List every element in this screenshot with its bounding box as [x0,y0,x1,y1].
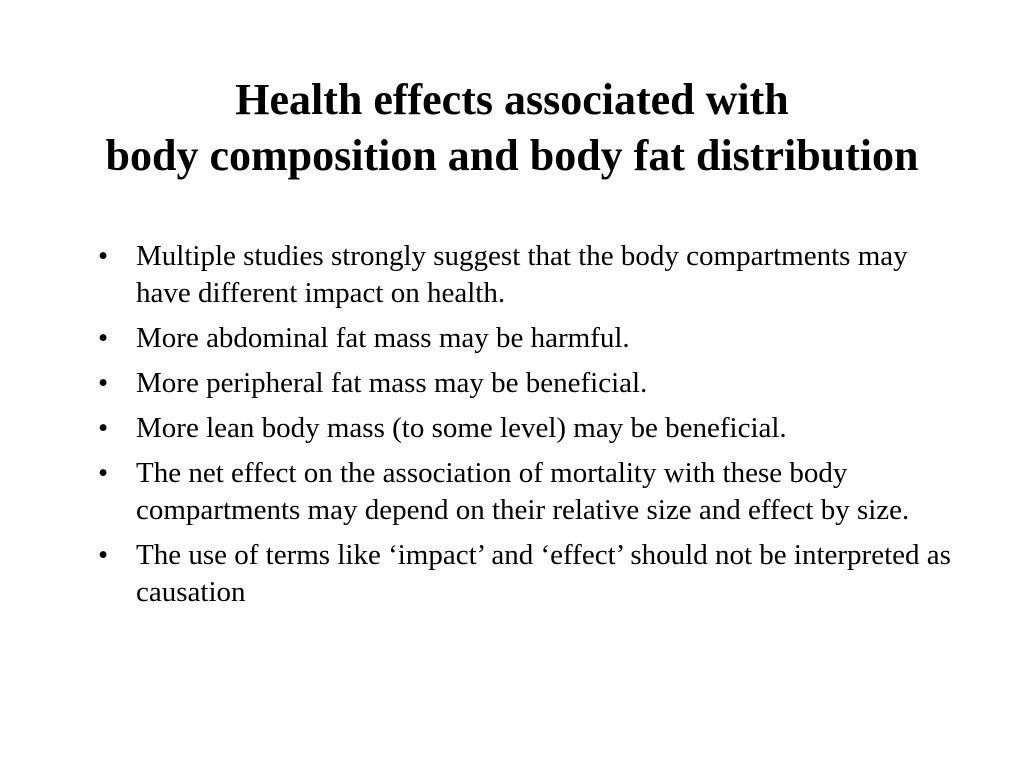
bullet-text: More abdominal fat mass may be harmful. [136,322,630,354]
bullet-text: Multiple studies strongly suggest that the body compartments may have different impact on health. [136,240,908,309]
bullet-icon: • [98,412,109,444]
slide-title [0,72,1024,184]
bullet-icon: • [98,457,109,489]
bullet-text: The net effect on the association of mortality with these body compartments may depend on their relative size and effect by size. [136,457,910,526]
bullet-text: The use of terms like ‘impact’ and ‘effect’ should not be interpreted as causation [136,539,951,608]
bullet-item-6 [98,537,958,611]
bullet-item-1 [98,238,958,312]
bullet-text: More peripheral fat mass may be beneficial. [136,367,648,399]
slide-title-line-2: body composition and body fat distribution [105,131,919,180]
slide-title-line-1: Health effects associated with [235,75,789,124]
bullet-icon: • [98,322,109,354]
bullet-list [98,238,958,619]
bullet-item-5 [98,455,958,529]
bullet-icon: • [98,539,109,571]
bullet-item-2 [98,320,958,357]
bullet-text: More lean body mass (to some level) may be beneficial. [136,412,787,444]
bullet-icon: • [98,240,109,272]
bullet-icon: • [98,367,109,399]
bullet-item-4 [98,410,958,447]
bullet-item-3 [98,365,958,402]
